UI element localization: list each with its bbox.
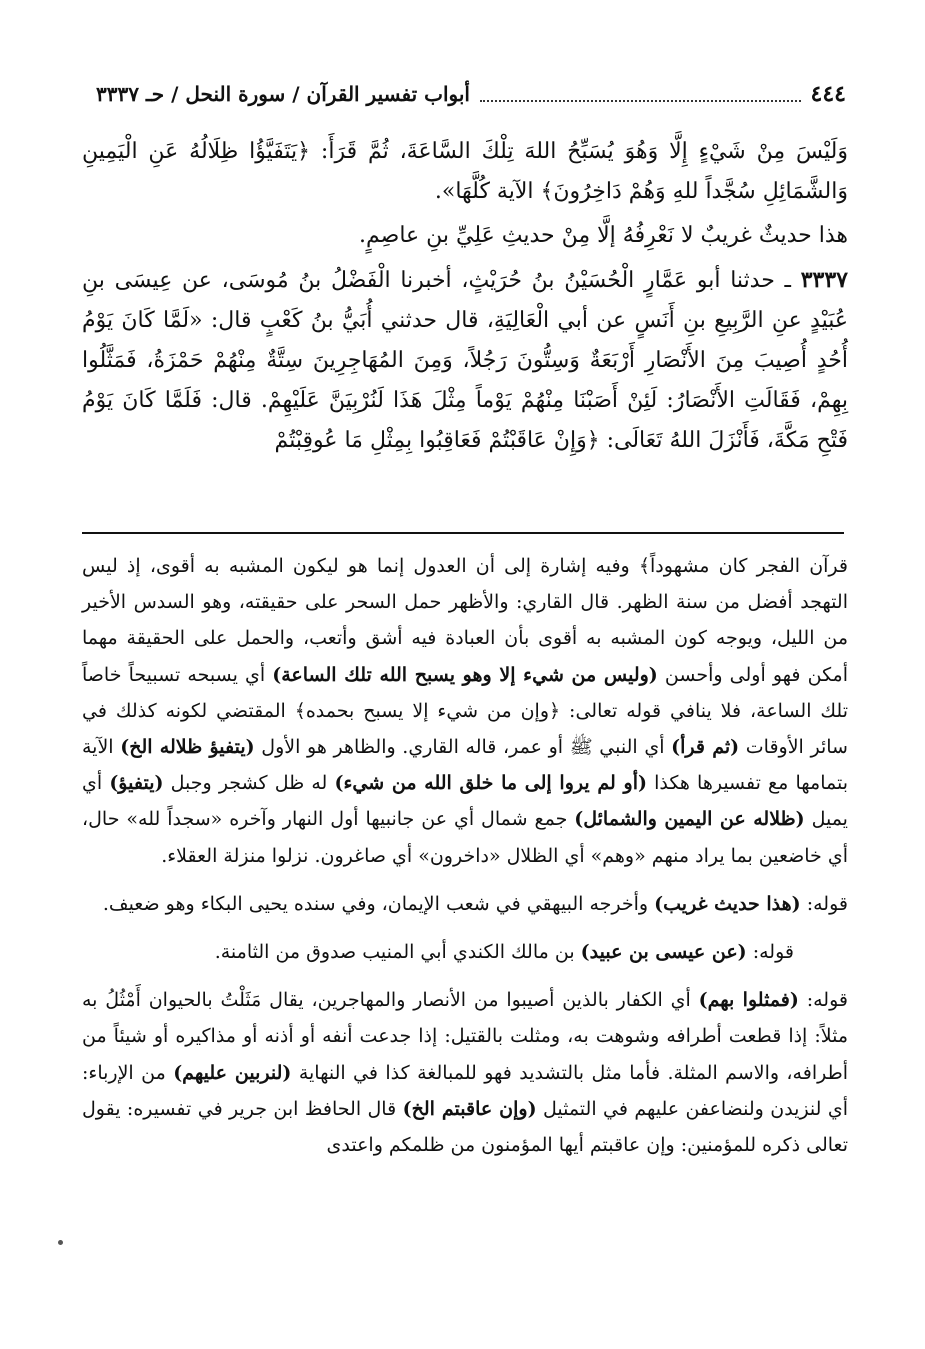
footnote-divider — [82, 532, 844, 534]
hadith-continuation: وَلَيْسَ مِنْ شَيْءٍ إِلَّا وَهُوَ يُسَبِّحُ اللهَ تِلْكَ السَّاعَةَ، ثُمَّ قَرَأَ: ﴿يَتَفَيَّؤُا ظِلَالُهُ عَنِ الْيَمِينِ وَالشَّمَائِلِ سُجَّداً للهِ وَهُمْ دَاخِرُونَ﴾ الآية كُلَّهَا». — [82, 139, 848, 204]
hadith-body: ـ حدثنا أبو عَمَّارٍ الْحُسَيْنُ بنُ حُرَيْثٍ، أخبرنا الْفَضْلُ بنُ مُوسَى، عن عِيسَى بنِ عُبَيْدٍ عنِ الرَّبِيعِ بنِ أَنَسٍ عن أبي الْعَالِيَةِ، قال حدثني أُبَيُّ بنُ كَعْبٍ قال: «لَمَّا كَانَ يَوْمُ أُحُدٍ أُصِيبَ مِنَ الأَنْصَارِ أَرْبَعَةٌ وَسِتُّونَ رَجُلاً، وَمِنَ المُهَاجِرِينَ سِتَّةٌ مِنْهُمْ حَمْزَةُ، فَمَثَّلُوا بِهِمْ، فَقَالَتِ الأَنْصَارُ: لَئِنْ أَصَبْنَا مِنْهُمْ يَوْماً مِثْلَ هَذَا لَنُرْبِيَنَّ عَلَيْهِمْ. قال: فَلَمَّا كَانَ يَوْمُ فَتْحِ مَكَّةَ، فَأَنْزَلَ اللهُ تَعَالَى: ﴿وَإِنْ عَاقَبْتُمْ فَعَاقِبُوا بِمِثْلِ مَا عُوقِبْتُمْ — [82, 268, 848, 453]
commentary-text: الآية بتمامها مع تفسيرها هكذا — [82, 736, 849, 795]
commentary-text: أي الكفار بالذين أصيبوا من الأنصار والمهاجرين، يقال مَثَلْتُ بالحيوان أَمْثُلُ به مثلاً: إذا قطعت أطرافه وشوهت به، ومثلت بالقتيل: إذا جدعت أنفه أو أذنه أو مذاكيره أو شيئاً من أطرافه، والاسم المثلة. فأما مثل بالتشديد فهو للمبالغة كذا في النهاية — [82, 989, 848, 1084]
commentary-quote: (عن عيسى بن عبيد) — [580, 941, 747, 964]
hadith-grading: هذا حديثٌ غريبٌ لا نَعْرِفُهُ إلَّا مِنْ حديثِ عَلِيِّ بنِ عاصِمٍ. — [359, 223, 848, 248]
commentary-quote: (فمثلوا بهم) — [698, 989, 799, 1012]
commentary-paragraph-3 — [82, 934, 848, 970]
commentary-lead: قوله: — [806, 892, 848, 915]
commentary-paragraph-2 — [82, 886, 848, 922]
margin-speck — [58, 1240, 63, 1245]
commentary — [82, 548, 848, 1163]
commentary-text: قرآن الفجر كان مشهوداً﴾ وفيه إشارة إلى أن العدول إنما هو ليكون المشبه به أقوى، إذ ليس التهجد أفضل من سنة الظهر. قال القاري: والأظهر حمل السحر على حقيقته، وهو السدس الأخير من الليل، ويوجه كون المشبه به أقوى بأن العبادة فيه أشق وأتعب، والحمل على الحقيقة مهما أمكن فهو أولى وأحسن — [82, 555, 849, 686]
commentary-text: أي يميل — [82, 772, 848, 831]
hadith-number: ٣٣٣٧ — [800, 267, 848, 293]
commentary-text: جمع شمال أي عن جانبيها أول النهار وآخره «سجداً لله» حال، أي خاضعين بما يراد منهم «وهم» أي الظلال «داخرون» أي صاغرون. نزلوا منزلة العقلاء. — [82, 808, 848, 867]
commentary-text: من الإرباء: أي لنزيدن ولنضاعفن عليهم في التمثيل — [82, 1061, 849, 1120]
commentary-text: أي النبي ﷺ أو عمر، قاله القاري. والظاهر هو الأول — [261, 736, 665, 759]
commentary-quote: (يتفيؤ) — [109, 772, 164, 795]
hadith-text — [82, 132, 848, 461]
commentary-quote: (وإن عاقبتم الخ) — [402, 1097, 537, 1120]
commentary-paragraph-1 — [82, 548, 848, 874]
commentary-text: وأخرجه البيهقي في شعب الإيمان، وفي سنده يحيى البكاء وهو ضعيف. — [102, 892, 649, 915]
commentary-lead: قوله: — [752, 941, 794, 964]
running-title: أبواب تفسير القرآن / سورة النحل / حـ ٣٣٣٧ — [96, 82, 470, 106]
commentary-text: له ظل كشجر وجبل — [170, 772, 328, 795]
commentary-quote: (أو لم يروا إلى ما خلق الله من شيء) — [334, 772, 647, 795]
page-number: ٤٤٤ — [810, 81, 846, 107]
commentary-text: بن مالك الكندي أبي المنيب صدوق من الثامنة. — [214, 941, 575, 964]
commentary-lead: قوله: — [806, 989, 848, 1012]
commentary-quote: (وليس من شيء إلا وهو يسبح الله تلك الساعة) — [272, 663, 658, 686]
hadith-paragraph — [82, 260, 848, 461]
commentary-quote: (ثم قرأ) — [671, 736, 740, 759]
page-header — [96, 78, 846, 110]
commentary-text: أي يسبحه تسبيحاً خاصاً تلك الساعة، فلا ينافي قوله تعالى: ﴿وإن من شيء إلا يسبح بحمده﴾ المقتضي لكونه كذلك في سائر الأوقات — [82, 663, 848, 759]
header-dot-leader — [480, 86, 801, 102]
commentary-quote: (هذا حديث غريب) — [654, 892, 801, 915]
commentary-quote: (ظلاله عن اليمين والشمائل) — [574, 808, 805, 831]
commentary-paragraph-4 — [82, 982, 848, 1163]
commentary-quote: (لنربين عليهم) — [173, 1061, 292, 1084]
commentary-text: قال الحافظ ابن جرير في تفسيره: يقول تعالى ذكره للمؤمنين: وإن عاقبتم أيها المؤمنون من ظلمكم واعتدى — [82, 1097, 848, 1157]
commentary-quote: (يتفيؤ ظلاله الخ) — [120, 736, 255, 759]
